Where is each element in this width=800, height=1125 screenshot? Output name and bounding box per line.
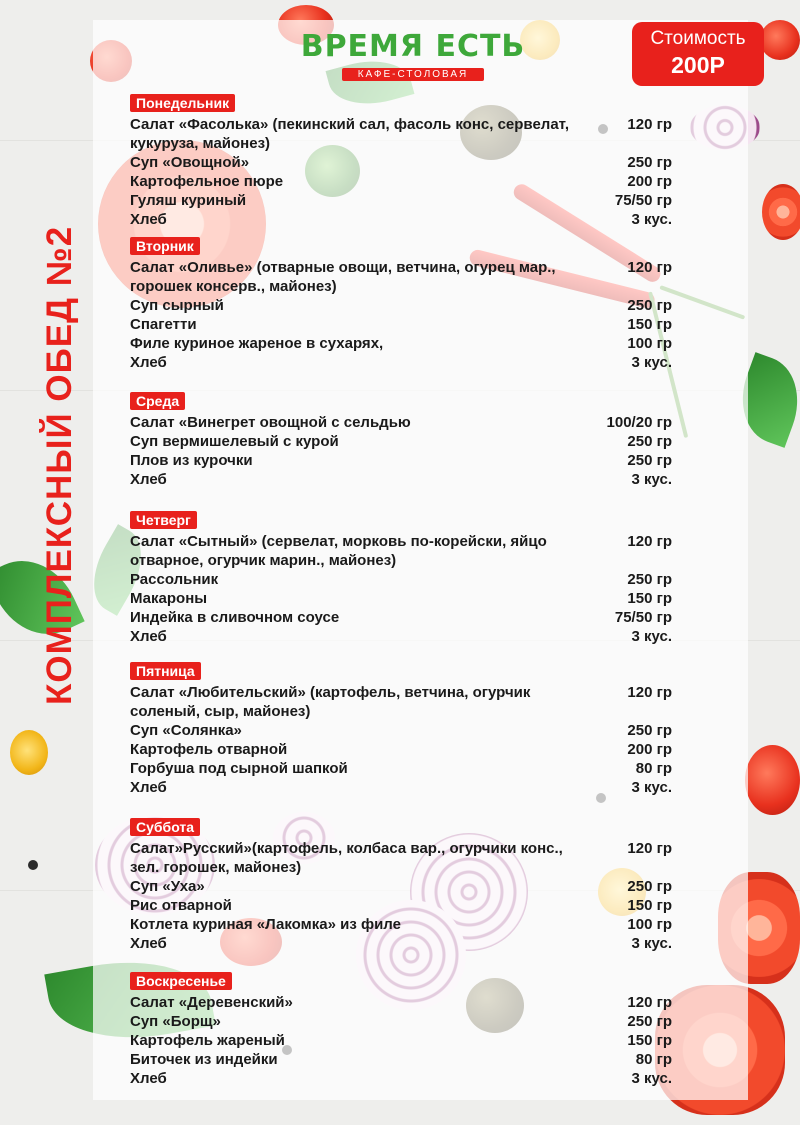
menu-item [130, 1069, 672, 1088]
logo-subtitle: КАФЕ-СТОЛОВАЯ [342, 68, 485, 81]
menu-item [130, 451, 672, 470]
menu-item-portion: 200 гр [627, 741, 672, 758]
menu-item-portion: 250 гр [627, 452, 672, 469]
menu-item-name: Спагетти [130, 316, 197, 333]
menu-item-portion: 250 гр [627, 1013, 672, 1030]
menu-item-portion: 120 гр [627, 840, 672, 857]
menu-item [130, 210, 672, 229]
tomato-icon [745, 745, 800, 815]
menu-item-portion: 250 гр [627, 571, 672, 588]
day-badge: Понедельник [130, 94, 235, 112]
menu-item [130, 191, 672, 210]
price-badge [632, 22, 764, 86]
menu-item [130, 877, 672, 896]
menu-item-name: Котлета куриная «Лакомка» из филе [130, 916, 401, 933]
day-badge: Четверг [130, 511, 197, 529]
menu-item-portion: 250 гр [627, 722, 672, 739]
tomato-slice-icon [762, 184, 800, 240]
menu-item-name: Хлеб [130, 471, 167, 488]
menu-item-portion: 250 гр [627, 154, 672, 171]
price-value: 200Р [671, 52, 725, 78]
menu-item-name: Хлеб [130, 354, 167, 371]
menu-item [130, 296, 672, 315]
yellow-tomato-icon [10, 730, 48, 775]
menu-item-portion: 3 кус. [631, 628, 672, 645]
menu-item-portion: 250 гр [627, 878, 672, 895]
day-badge: Пятница [130, 662, 201, 680]
menu-item [130, 353, 672, 372]
menu-item-portion: 150 гр [627, 1032, 672, 1049]
price-label: Стоимость [650, 28, 746, 49]
menu-item-portion: 100 гр [627, 335, 672, 352]
menu-item-name: Хлеб [130, 779, 167, 796]
day-badge: Вторник [130, 237, 200, 255]
menu-item [130, 413, 672, 432]
menu-item [130, 589, 672, 608]
menu-item [130, 896, 672, 915]
menu-day [130, 94, 672, 229]
menu-day [130, 392, 672, 489]
menu-item-name: Индейка в сливочном соусе [130, 609, 340, 626]
menu-item-name: Хлеб [130, 211, 167, 228]
menu-item-name: Филе куриное жареное в сухарях, [130, 335, 384, 352]
menu-day [130, 818, 672, 953]
menu-item-name: Рис отварной [130, 897, 232, 914]
menu-item-portion: 3 кус. [631, 779, 672, 796]
menu-item [130, 915, 672, 934]
menu-item-portion: 150 гр [627, 897, 672, 914]
menu-item [130, 934, 672, 953]
menu-item [130, 532, 672, 570]
menu-item-portion: 100 гр [627, 916, 672, 933]
menu-item-name: Салат»Русский»(картофель, колбаса вар., огурчики конс., зел. горошек, майонез) [130, 840, 563, 876]
menu-day [130, 972, 672, 1088]
menu-item-name: Картофель отварной [130, 741, 288, 758]
menu-item-portion: 150 гр [627, 590, 672, 607]
menu-item-name: Суп сырный [130, 297, 224, 314]
menu-item-portion: 100/20 гр [606, 414, 672, 431]
menu-item [130, 683, 672, 721]
menu-day [130, 662, 672, 797]
menu-item [130, 740, 672, 759]
day-badge: Среда [130, 392, 185, 410]
menu-item-portion: 80 гр [635, 1051, 672, 1068]
menu-item [130, 315, 672, 334]
day-badge: Воскресенье [130, 972, 232, 990]
menu-item [130, 1050, 672, 1069]
menu-item-portion: 150 гр [627, 316, 672, 333]
menu-item-portion: 250 гр [627, 297, 672, 314]
menu-item [130, 1031, 672, 1050]
menu-item-name: Плов из курочки [130, 452, 253, 469]
menu-item-name: Биточек из индейки [130, 1051, 278, 1068]
menu-item-portion: 200 гр [627, 173, 672, 190]
menu-item-portion: 120 гр [627, 994, 672, 1011]
menu-item [130, 172, 672, 191]
menu-item-name: Суп «Овощной» [130, 154, 250, 171]
menu-item-name: Макароны [130, 590, 208, 607]
menu-item-name: Салат «Фасолька» (пекинский сал, фасоль конс, сервелат, кукуруза, майонез) [130, 116, 570, 152]
menu-item-name: Салат «Деревенский» [130, 994, 293, 1011]
day-badge: Суббота [130, 818, 200, 836]
menu-item [130, 993, 672, 1012]
menu-item-name: Хлеб [130, 1070, 167, 1087]
menu-item-name: Салат «Оливье» (отварные овощи, ветчина, огурец мар., горошек консерв., майонез) [130, 259, 556, 295]
menu-item [130, 778, 672, 797]
menu-item-portion: 120 гр [627, 259, 672, 276]
menu-item-name: Салат «Винегрет овощной с сельдью [130, 414, 411, 431]
menu-day [130, 511, 672, 646]
menu-item-portion: 80 гр [635, 760, 672, 777]
menu-item-name: Суп вермишелевый с курой [130, 433, 339, 450]
page-title: КОМПЛЕКСНЫЙ ОБЕД №2 [40, 225, 79, 705]
cafe-logo [283, 30, 543, 82]
menu-item-name: Суп «Борщ» [130, 1013, 221, 1030]
menu-item-portion: 120 гр [627, 533, 672, 550]
menu-item-portion: 75/50 гр [614, 192, 672, 209]
tomato-icon [760, 20, 800, 60]
menu-item-portion: 3 кус. [631, 211, 672, 228]
menu-day [130, 237, 672, 372]
menu-item [130, 153, 672, 172]
menu-item [130, 570, 672, 589]
menu-item [130, 608, 672, 627]
menu-item-name: Картофельное пюре [130, 173, 284, 190]
menu-item-portion: 75/50 гр [614, 609, 672, 626]
menu-item-portion: 3 кус. [631, 354, 672, 371]
menu-item-name: Горбуша под сырной шапкой [130, 760, 348, 777]
menu-item-name: Суп «Солянка» [130, 722, 242, 739]
menu-item-name: Хлеб [130, 935, 167, 952]
menu-item-portion: 3 кус. [631, 471, 672, 488]
menu-item [130, 1012, 672, 1031]
menu-item-portion: 250 гр [627, 433, 672, 450]
logo-name: ВРЕМЯ ЕСТЬ [300, 29, 526, 64]
menu-item [130, 721, 672, 740]
menu-item [130, 470, 672, 489]
menu-item-name: Картофель жареный [130, 1032, 285, 1049]
menu-item-portion: 120 гр [627, 116, 672, 133]
menu-item-portion: 3 кус. [631, 1070, 672, 1087]
menu-item [130, 432, 672, 451]
menu-item-name: Салат «Сытный» (сервелат, морковь по-корейски, яйцо отварное, огурчик марин., майонез) [130, 533, 547, 569]
menu-item-name: Гуляш куриный [130, 192, 247, 209]
menu-item-portion: 3 кус. [631, 935, 672, 952]
peppercorn-icon [28, 860, 38, 870]
menu-item [130, 759, 672, 778]
menu-item [130, 839, 672, 877]
menu-item [130, 627, 672, 646]
menu-item-name: Рассольник [130, 571, 219, 588]
menu-item-name: Салат «Любительский» (картофель, ветчина, огурчик соленый, сыр, майонез) [130, 684, 531, 720]
menu-item-portion: 120 гр [627, 684, 672, 701]
menu-item [130, 258, 672, 296]
menu-item-name: Хлеб [130, 628, 167, 645]
menu-item [130, 334, 672, 353]
menu-item-name: Суп «Уха» [130, 878, 205, 895]
menu-item [130, 115, 672, 153]
